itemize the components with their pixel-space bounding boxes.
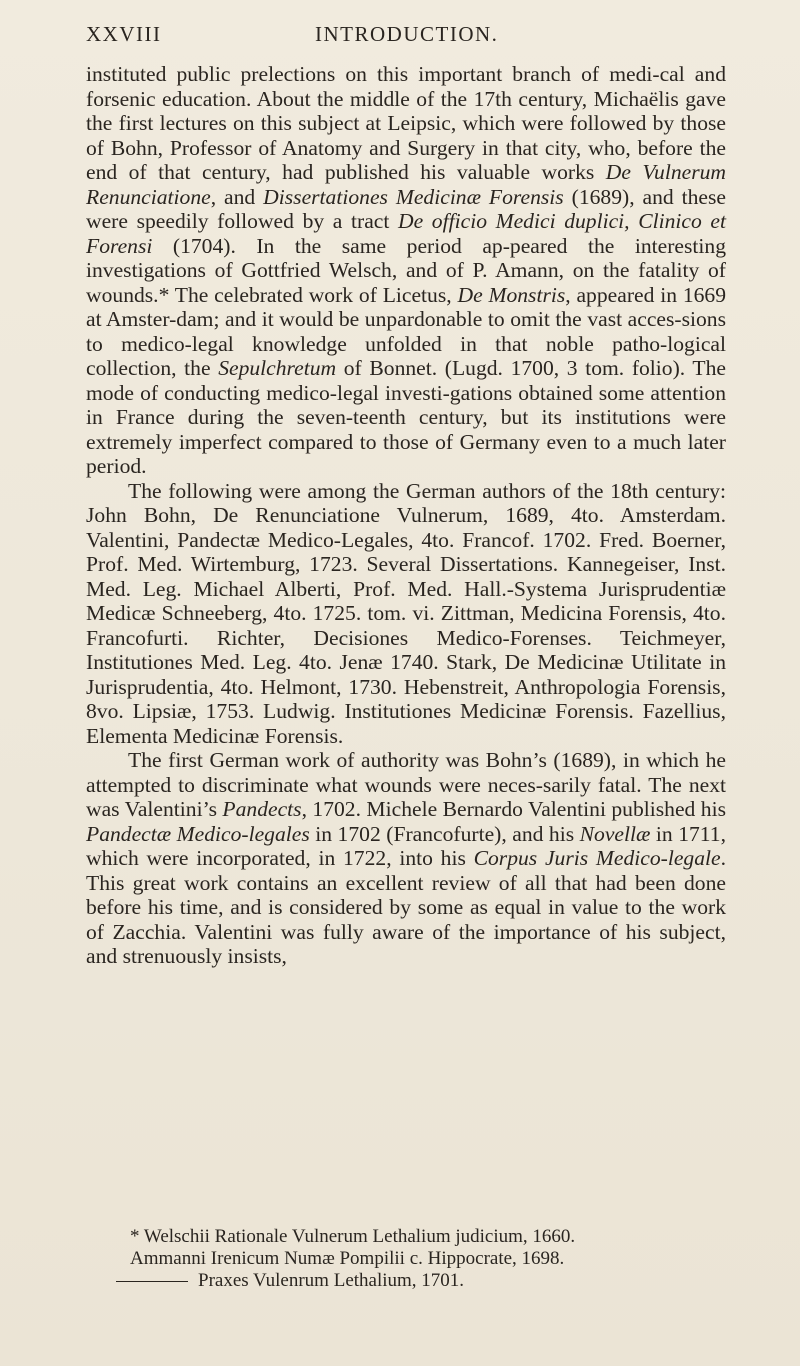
- footnote-text: Praxes Vulenrum Lethalium, 1701.: [198, 1270, 465, 1291]
- footnote: * Welschii Rationale Vulnerum Lethalium judicium, 1660.: [130, 1226, 576, 1247]
- footnote: Ammanni Irenicum Numæ Pompilii c. Hippocrate, 1698.: [130, 1248, 565, 1269]
- paragraph: The following were among the German authors of the 18th century: John Bohn, De Renunciatione Vulnerum, 1689, 4to. Amsterdam. Valentini, Pandectæ Medico-Legales, 4to. Francof. 1702. Fred. Boerner, Prof. Med. Wirtemburg, 1723. Several Dissertations. Kannegeiser, Inst. Med. Leg. Michael Alberti, Prof. Med. Hall.-Systema Jurisprudentiæ Medicæ Schneeberg, 4to. 1725. tom. vi. Zittman, Medicina Forensis, 4to. Francofurti. Richter, Decisiones Medico-Forenses. Teichmeyer, Institutiones Med. Leg. 4to. Jenæ 1740. Stark, De Medicinæ Utilitate in Jurisprudentia, 4to. Helmont, 1730. Hebenstreit, Anthropologia Forensis, 8vo. Lipsiæ, 1753. Ludwig. Institutiones Medicinæ Forensis. Fazellius, Elementa Medicinæ Forensis.: [86, 478, 726, 748]
- page-number: XXVIII: [86, 22, 162, 46]
- footnote: [130, 1270, 690, 1292]
- running-head: [86, 22, 706, 52]
- ditto-rule: [116, 1281, 188, 1282]
- running-title: INTRODUCTION.: [315, 22, 499, 46]
- paragraph: The first German work of authority was Bohn’s (1689), in which he attempted to discriminate what wounds were neces-sarily fatal. The next was Valentini’s Pandects, 1702. Michele Bernardo Valentini published his Pandectæ Medico-legales in 1702 (Francofurte), and his Novellæ in 1711, which were incorporated, in 1722, into his Corpus Juris Medico-legale. This great work contains an excellent review of all that had been done before his time, and is considered by some as equal in value to the work of Zacchia. Valentini was fully aware of the importance of his subject, and strenuously insists,: [86, 748, 727, 968]
- body-text: [86, 62, 726, 969]
- paragraph: instituted public prelections on this important branch of medi-cal and forsenic education. About the middle of the 17th century, Michaëlis gave the first lectures on this subject at Leipsic, which were followed by those of Bohn, Professor of Anatomy and Surgery in that city, who, before the end of that century, had published his valuable works De Vulnerum Renunciatione, and Dissertationes Medicinæ Forensis (1689), and these were speedily followed by a tract De officio Medici duplici, Clinico et Forensi (1704). In the same period ap-peared the interesting investigations of Gottfried Welsch, and of P. Amann, on the fatality of wounds.* The celebrated work of Licetus, De Monstris, appeared in 1669 at Amster-dam; and it would be unpardonable to omit the vast acces-sions to medico-legal knowledge unfolded in that noble patho-logical collection, the Sepulchretum of Bonnet. (Lugd. 1700, 3 tom. folio). The mode of conducting medico-legal investi-gations obtained some attention in France during the seven-teenth century, but its institutions were extremely imperfect compared to those of Germany even to a much later period.: [86, 62, 727, 478]
- footnotes: [130, 1226, 690, 1292]
